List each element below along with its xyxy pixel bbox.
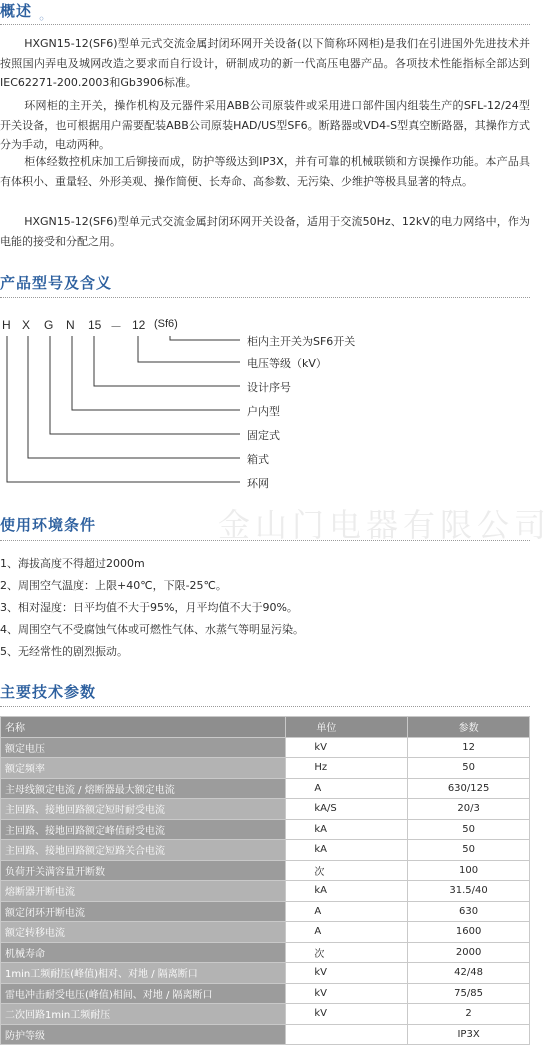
row-unit: A (286, 901, 408, 922)
row-value: 630/125 (408, 778, 530, 799)
row-value: 50 (408, 819, 530, 840)
row-name: 主回路、接地回路额定短路关合电流 (1, 840, 286, 861)
row-unit: kV (286, 963, 408, 984)
params-title: 主要技术参数 (0, 683, 97, 701)
environment-item-1: 1、海拔高度不得超过2000m (0, 557, 145, 570)
row-name: 1min工频耐压(峰值)相对、对地 / 隔离断口 (1, 963, 286, 984)
params-divider (0, 706, 530, 707)
overview-title: 概述 (0, 2, 33, 20)
row-name: 主回路、接地回路额定短时耐受电流 (1, 799, 286, 820)
row-value: 12 (408, 737, 530, 758)
environment-item-5: 5、无经常性的剧烈振动。 (0, 645, 128, 658)
model-dash: － (110, 320, 123, 334)
row-name: 负荷开关满容量开断数 (1, 860, 286, 881)
environment-item-4: 4、周围空气不受腐蚀气体或可燃性气体、水蒸气等明显污染。 (0, 623, 304, 636)
model-design-number: 15 (88, 318, 102, 332)
row-value: 20/3 (408, 799, 530, 820)
row-value: 42/48 (408, 963, 530, 984)
row-unit: kA (286, 881, 408, 902)
table-row (1, 983, 530, 1004)
row-value: 630 (408, 901, 530, 922)
table-row (1, 758, 530, 779)
table-row (1, 881, 530, 902)
table-row (1, 1004, 530, 1025)
model-divider (0, 297, 530, 298)
overview-paragraph-2: 环网柜的主开关，操作机构及元器件采用ABB公司原装件或采用进口部件国内组装生产的SFL-12/24型开关设备，也可根据用户需要配装ABB公司原装HAD/US型SF6。断路器或VD4-S型真空断路器，其操作方式分为手动，电动两种。 (0, 99, 530, 151)
title-bullet-icon: ◦ (38, 12, 46, 26)
header-unit: 单位 (286, 717, 408, 738)
table-row (1, 819, 530, 840)
row-name: 雷电冲击耐受电压(峰值)相间、对地 / 隔离断口 (1, 983, 286, 1004)
row-name: 防护等级 (1, 1024, 286, 1045)
row-value: 100 (408, 860, 530, 881)
table-row (1, 1024, 530, 1045)
row-value: 75/85 (408, 983, 530, 1004)
overview-paragraph-3: 柜体经数控机床加工后铆接而成，防护等级达到IP3X，并有可靠的机械联锁和方误操作功能。本产品具有体积小、重量轻、外形美观、操作简便、长寿命、高参数、无污染、少维护等极具显著的特点。 (0, 155, 530, 188)
meaning-fixed: 固定式 (247, 429, 280, 442)
row-value: 2000 (408, 942, 530, 963)
row-unit: 次 (286, 860, 408, 881)
model-letter-g: G (44, 318, 54, 332)
row-value: 31.5/40 (408, 881, 530, 902)
model-sf6: (Sf6) (154, 318, 178, 330)
row-name: 主回路、接地回路额定峰值耐受电流 (1, 819, 286, 840)
table-row (1, 963, 530, 984)
row-unit: kV (286, 983, 408, 1004)
meaning-sf6-switch: 柜内主开关为SF6开关 (247, 335, 356, 348)
table-row (1, 922, 530, 943)
header-value: 参数 (408, 717, 530, 738)
row-unit: A (286, 922, 408, 943)
row-unit: 次 (286, 942, 408, 963)
row-name: 机械寿命 (1, 942, 286, 963)
company-watermark: 金山门电器有限公司 (218, 506, 551, 544)
row-name: 二次回路1min工频耐压 (1, 1004, 286, 1025)
row-unit: kA (286, 840, 408, 861)
row-unit: kA (286, 819, 408, 840)
row-name: 主母线额定电流 / 熔断器最大额定电流 (1, 778, 286, 799)
environment-divider (0, 540, 530, 541)
meaning-voltage-level: 电压等级（kV） (247, 357, 327, 370)
row-unit: kA/S (286, 799, 408, 820)
table-row (1, 737, 530, 758)
table-row (1, 901, 530, 922)
environment-item-2: 2、周围空气温度：上限+40℃，下限-25℃。 (0, 579, 227, 592)
row-value: 2 (408, 1004, 530, 1025)
environment-item-3: 3、相对湿度：日平均值不大于95%，月平均值不大于90%。 (0, 601, 298, 614)
overview-paragraph-1: HXGN15-12(SF6)型单元式交流金属封闭环网开关设备(以下简称环网柜)是我们在引进国外先进技术并按照国内弄电及城网改造之要求而自行设计，研制成功的新一代高压电器产品。各项技术性能指标全部达到IEC62271-200.2003和Gb3906标准。 (0, 37, 530, 89)
table-header-row (1, 717, 530, 738)
row-name: 熔断器开断电流 (1, 881, 286, 902)
technical-parameters-table (0, 716, 530, 1045)
row-value: 50 (408, 758, 530, 779)
meaning-indoor: 户内型 (247, 405, 280, 418)
row-name: 额定频率 (1, 758, 286, 779)
model-title: 产品型号及含义 (0, 274, 113, 292)
meaning-design-number: 设计序号 (247, 381, 291, 394)
table-row (1, 860, 530, 881)
row-name: 额定电压 (1, 737, 286, 758)
overview-divider (0, 24, 530, 25)
environment-title: 使用环境条件 (0, 516, 97, 534)
row-name: 额定闭环开断电流 (1, 901, 286, 922)
row-value: IP3X (408, 1024, 530, 1045)
row-value: 1600 (408, 922, 530, 943)
table-row (1, 799, 530, 820)
model-letter-n: N (66, 318, 75, 332)
meaning-box: 箱式 (247, 453, 269, 466)
model-letter-h: H (2, 318, 11, 332)
model-voltage: 12 (132, 318, 146, 332)
row-unit: A (286, 778, 408, 799)
overview-paragraph-4: HXGN15-12(SF6)型单元式交流金属封闭环网开关设备，适用于交流50Hz、12kV的电力网络中，作为电能的接受和分配之用。 (0, 215, 530, 248)
row-name: 额定转移电流 (1, 922, 286, 943)
table-row (1, 942, 530, 963)
row-unit: kV (286, 737, 408, 758)
row-unit: kV (286, 1004, 408, 1025)
row-unit (286, 1024, 408, 1045)
row-unit: Hz (286, 758, 408, 779)
table-row (1, 840, 530, 861)
header-name: 名称 (1, 717, 286, 738)
row-value: 50 (408, 840, 530, 861)
table-row (1, 778, 530, 799)
model-letter-x: X (22, 318, 31, 332)
meaning-ring-network: 环网 (247, 477, 269, 490)
